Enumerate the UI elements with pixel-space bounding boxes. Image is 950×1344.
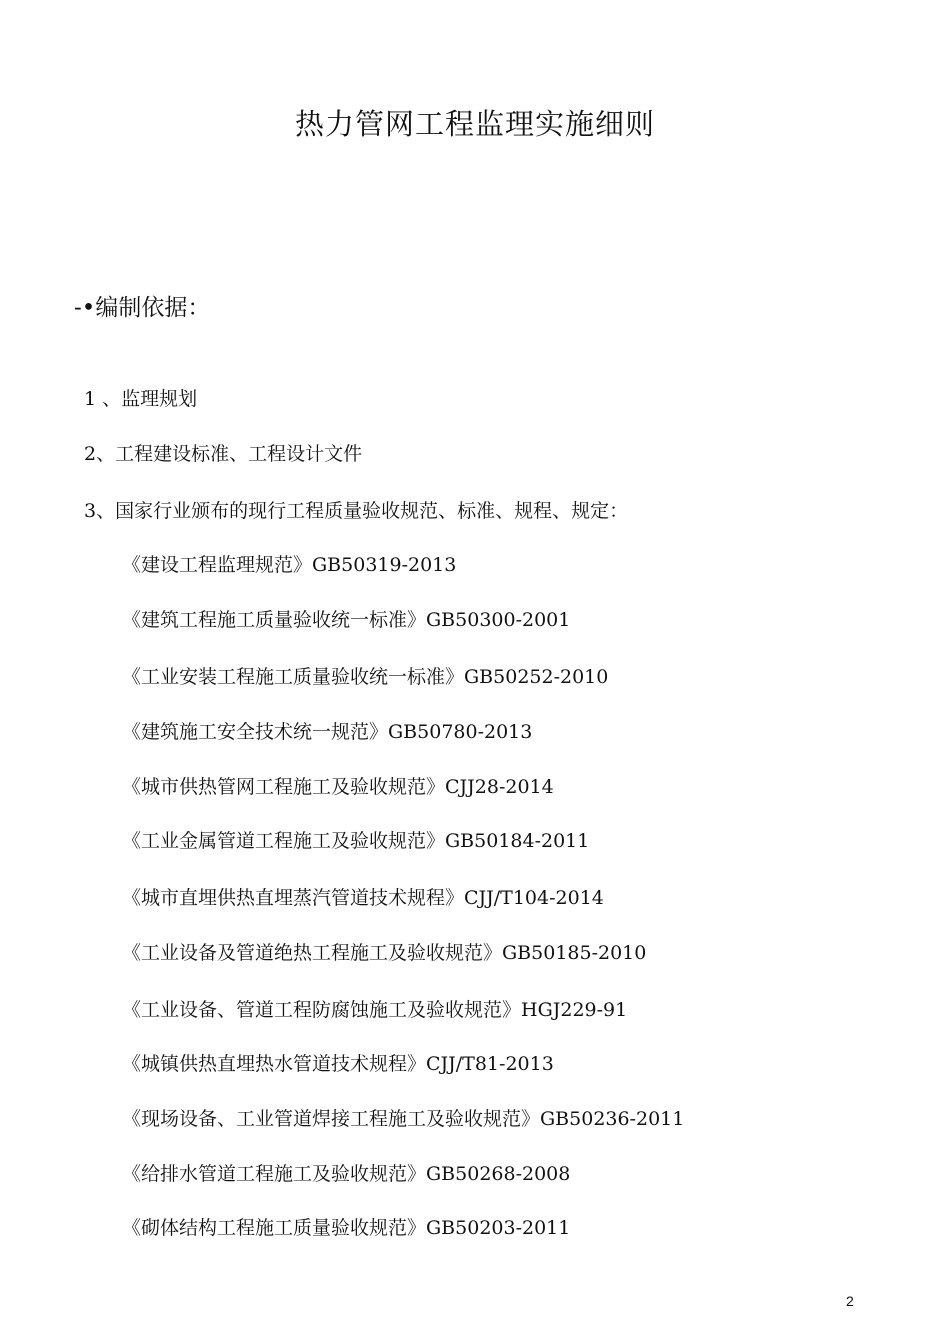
- basis-item: 3、国家行业颁布的现行工程质量验收规范、标准、规程、规定：: [84, 500, 629, 522]
- standard-item: 《砌体结构工程施工质量验收规范》GB50203-2011: [122, 1217, 571, 1239]
- standard-item: 《给排水管道工程施工及验收规范》GB50268-2008: [122, 1163, 571, 1185]
- standard-item: 《工业设备、管道工程防腐蚀施工及验收规范》HGJ229-91: [122, 999, 628, 1021]
- standard-item: 《城市供热管网工程施工及验收规范》CJJ28-2014: [122, 776, 554, 798]
- section-heading-basis: -•编制依据：: [74, 295, 211, 321]
- standard-item: 《城市直埋供热直埋蒸汽管道技术规程》CJJ/T104-2014: [122, 887, 604, 909]
- standard-item: 《建筑施工安全技术统一规范》GB50780-2013: [122, 721, 533, 743]
- standard-item: 《城镇供热直埋热水管道技术规程》CJJ/T81-2013: [122, 1053, 554, 1075]
- basis-item: 2、工程建设标准、工程设计文件: [84, 443, 363, 465]
- standard-item: 《现场设备、工业管道焊接工程施工及验收规范》GB50236-2011: [122, 1108, 685, 1130]
- basis-item: 1 、监理规划: [84, 388, 198, 410]
- standard-item: 《建设工程监理规范》GB50319-2013: [122, 554, 457, 576]
- page-number: 2: [846, 1293, 854, 1309]
- standard-item: 《建筑工程施工质量验收统一标准》GB50300-2001: [122, 609, 571, 631]
- standard-item: 《工业安装工程施工质量验收统一标准》GB50252-2010: [122, 666, 609, 688]
- document-title: 热力管网工程监理实施细则: [294, 107, 655, 141]
- standard-item: 《工业设备及管道绝热工程施工及验收规范》GB50185-2010: [122, 942, 647, 964]
- standard-item: 《工业金属管道工程施工及验收规范》GB50184-2011: [122, 830, 590, 852]
